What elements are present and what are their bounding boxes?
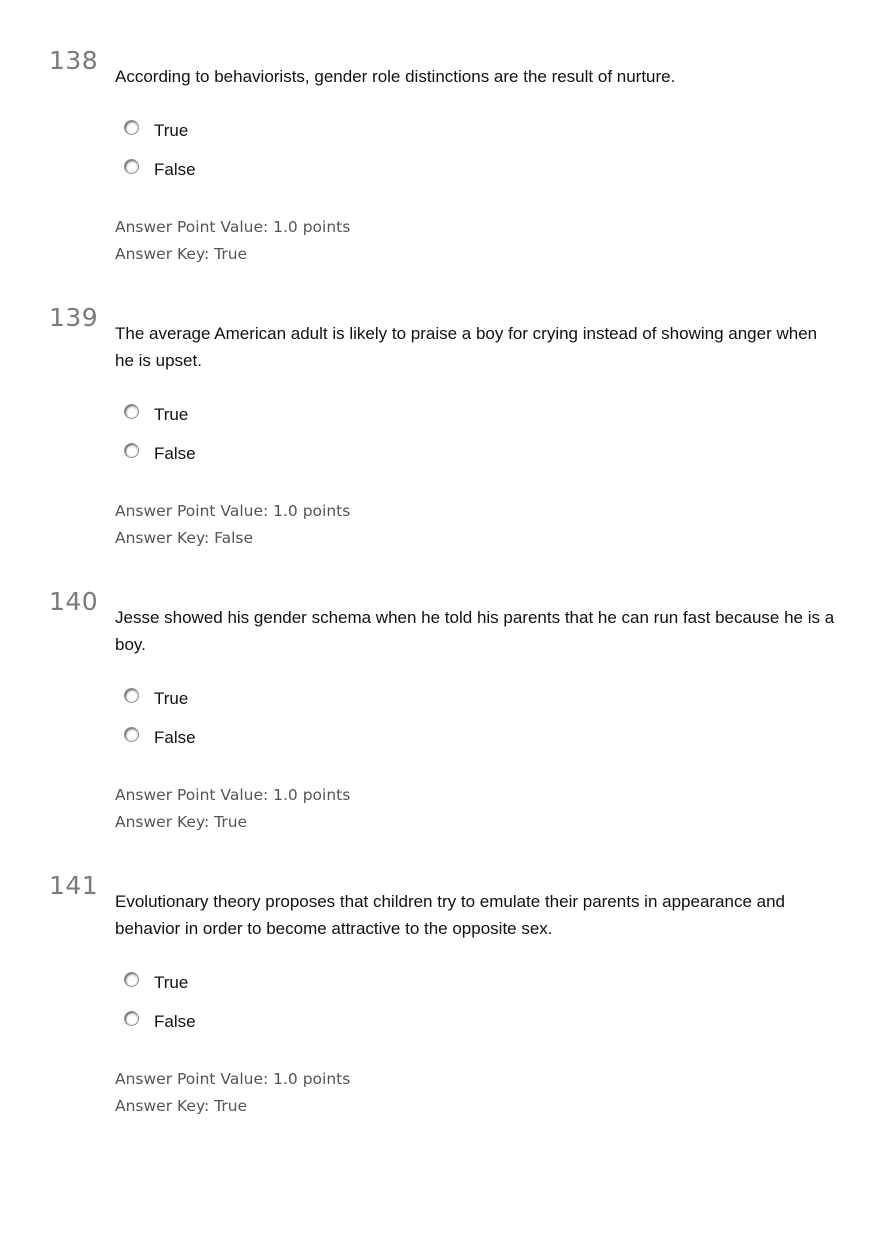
radio-button-icon[interactable] bbox=[124, 972, 139, 987]
radio-button-icon[interactable] bbox=[124, 159, 139, 174]
option-label: True bbox=[154, 121, 189, 140]
option-false[interactable] bbox=[124, 442, 196, 466]
option-label: True bbox=[154, 405, 189, 424]
answer-key: Answer Key: True bbox=[115, 245, 248, 263]
option-label: False bbox=[154, 728, 196, 747]
radio-button-icon[interactable] bbox=[124, 443, 139, 458]
radio-button-icon[interactable] bbox=[124, 404, 139, 419]
option-label: True bbox=[154, 689, 189, 708]
answer-point-value: Answer Point Value: 1.0 points bbox=[115, 218, 351, 236]
radio-button-icon[interactable] bbox=[124, 727, 139, 742]
question-text: The average American adult is likely to praise a boy for crying instead of showing anger when he is upset. bbox=[115, 324, 818, 370]
option-false[interactable] bbox=[124, 1010, 196, 1034]
answer-point-value: Answer Point Value: 1.0 points bbox=[115, 502, 351, 520]
option-false[interactable] bbox=[124, 158, 196, 182]
radio-button-icon[interactable] bbox=[124, 120, 139, 135]
option-true[interactable] bbox=[124, 971, 188, 995]
option-true[interactable] bbox=[124, 403, 188, 427]
option-label: True bbox=[154, 973, 189, 992]
option-label: False bbox=[154, 444, 196, 463]
question-number: 139 bbox=[49, 303, 99, 332]
answer-point-value: Answer Point Value: 1.0 points bbox=[115, 786, 351, 804]
question-number: 138 bbox=[49, 46, 99, 75]
radio-button-icon[interactable] bbox=[124, 1011, 139, 1026]
option-false[interactable] bbox=[124, 726, 196, 750]
answer-key: Answer Key: False bbox=[115, 529, 254, 547]
question-number: 141 bbox=[49, 871, 99, 900]
option-true[interactable] bbox=[124, 119, 188, 143]
question-number: 140 bbox=[49, 587, 99, 616]
question-text: Evolutionary theory proposes that children try to emulate their parents in appearance and behavior in order to become attractive to the opposite sex. bbox=[115, 892, 786, 938]
option-true[interactable] bbox=[124, 687, 188, 711]
radio-button-icon[interactable] bbox=[124, 688, 139, 703]
question-text: Jesse showed his gender schema when he told his parents that he can run fast because he is a boy. bbox=[115, 608, 835, 654]
option-label: False bbox=[154, 160, 196, 179]
option-label: False bbox=[154, 1012, 196, 1031]
answer-point-value: Answer Point Value: 1.0 points bbox=[115, 1070, 351, 1088]
answer-key: Answer Key: True bbox=[115, 1097, 248, 1115]
question-text: According to behaviorists, gender role distinctions are the result of nurture. bbox=[115, 67, 676, 86]
answer-key: Answer Key: True bbox=[115, 813, 248, 831]
